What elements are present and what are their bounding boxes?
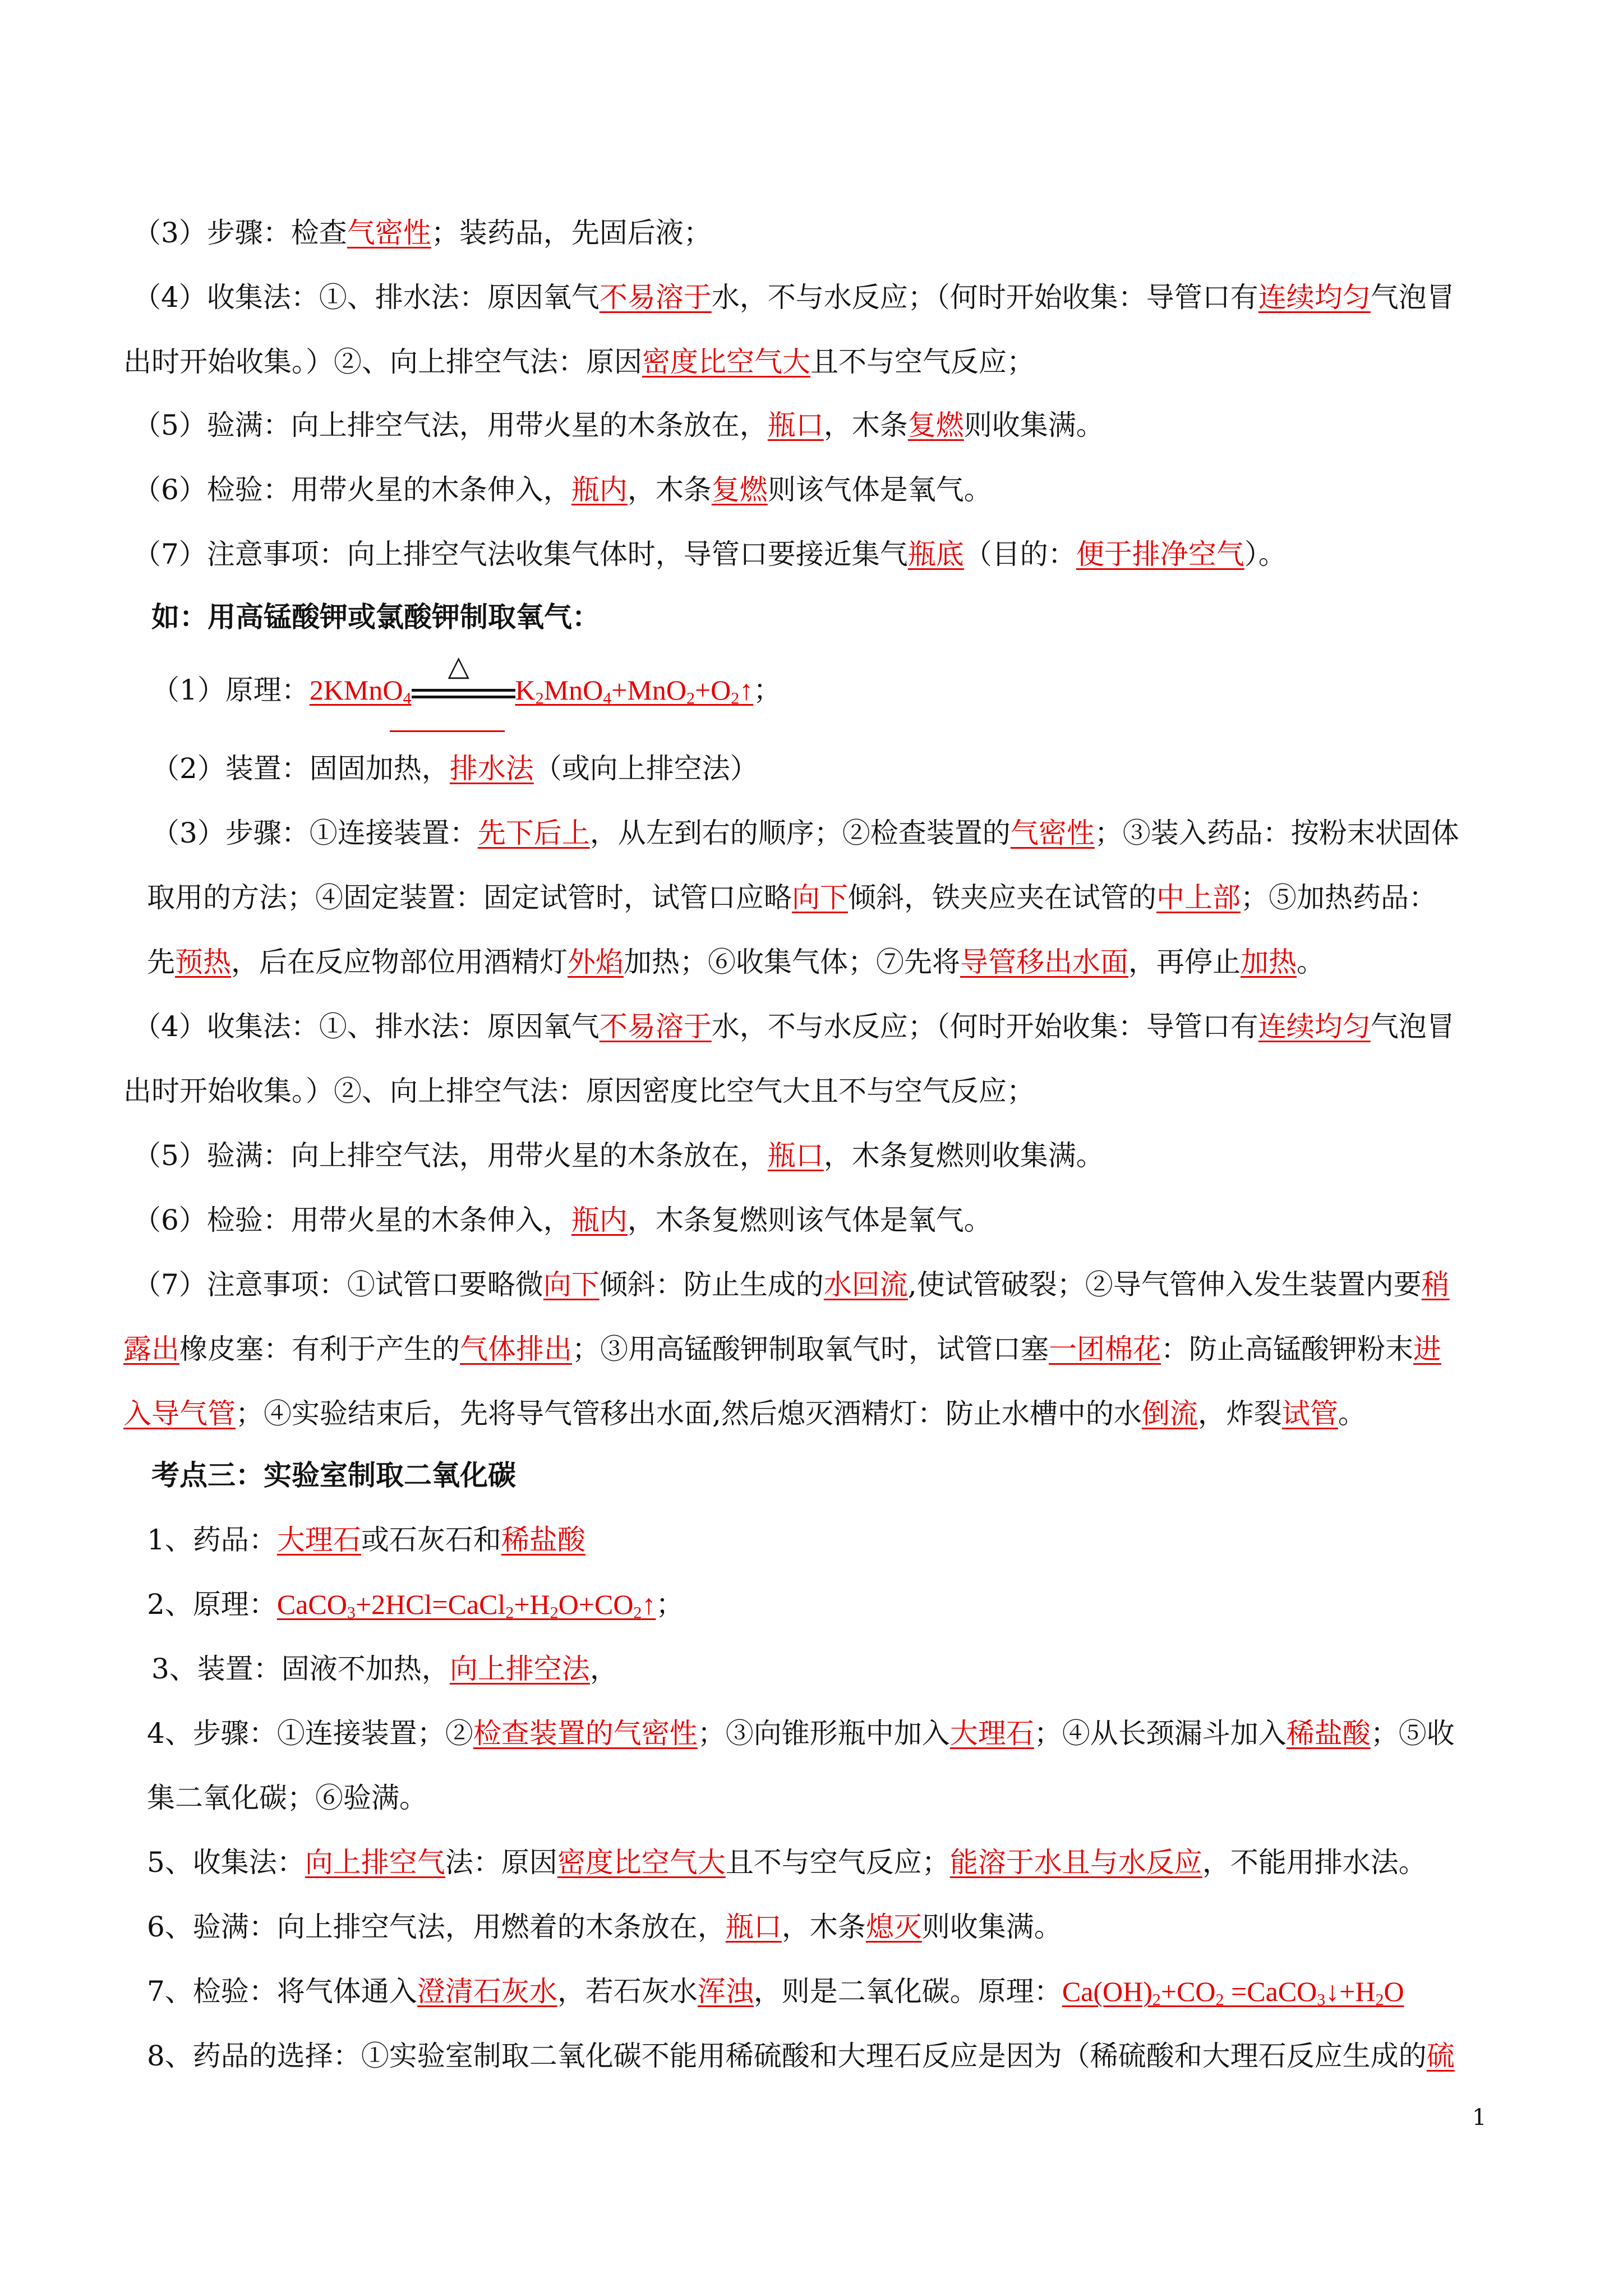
keyword-answer: 中上部 xyxy=(1156,881,1241,914)
formula-text: =CaCO xyxy=(1224,1976,1317,2007)
formula-text: Ca(OH) xyxy=(1062,1976,1152,2007)
text-run: 水，不与水反应；（何时开始收集：导管口有 xyxy=(711,281,1258,314)
formula-text: +H xyxy=(514,1589,550,1620)
keyword-answer: 向上排空气 xyxy=(305,1846,445,1879)
text-run: （7）注意事项：向上排空气法收集气体时，导管口要接近集气 xyxy=(133,538,908,570)
keyword-answer: 大理石 xyxy=(949,1717,1034,1750)
subscript: 2 xyxy=(535,689,544,708)
keyword-answer: 瓶口 xyxy=(767,1139,824,1172)
text-run: （6）检验：用带火星的木条伸入， xyxy=(133,1204,571,1236)
text-line xyxy=(147,945,1325,979)
text-line xyxy=(133,1139,1104,1172)
keyword-answer: 复燃 xyxy=(711,473,768,506)
text-run: （6）检验：用带火星的木条伸入， xyxy=(133,473,571,506)
formula-text: CaCO xyxy=(276,1589,347,1620)
formula-text: O+CO xyxy=(558,1589,634,1620)
keyword-answer: 瓶口 xyxy=(767,409,824,441)
text-line xyxy=(147,881,1437,914)
text-run: 倾斜：防止生成的 xyxy=(599,1268,824,1301)
keyword-answer: 瓶内 xyxy=(571,473,628,506)
text-run: 倾斜，铁夹应夹在试管的 xyxy=(848,881,1156,914)
keyword-answer: 气密性 xyxy=(347,217,431,249)
subscript: 3 xyxy=(347,1603,356,1622)
keyword-answer: 稀盐酸 xyxy=(1286,1717,1371,1750)
text-run: ；⑤加热药品： xyxy=(1241,881,1437,914)
text-run: 2、原理： xyxy=(147,1588,277,1621)
keyword-answer: 密度比空气大 xyxy=(642,346,810,378)
text-run: 。 xyxy=(1338,1397,1366,1430)
text-run: 橡皮塞：有利于产生的 xyxy=(179,1333,460,1365)
keyword-answer: 能溶于水且与水反应 xyxy=(949,1846,1202,1879)
text-line xyxy=(123,1074,1035,1108)
keyword-answer: 排水法 xyxy=(449,752,534,785)
keyword-answer: 加热 xyxy=(1241,946,1297,978)
text-run: （或向上排空法） xyxy=(533,752,758,785)
text-run: 5、收集法： xyxy=(147,1846,305,1879)
formula-text: +O xyxy=(694,674,731,706)
keyword-answer: 稀盐酸 xyxy=(501,1524,585,1556)
equation-tail: ； xyxy=(656,1588,684,1621)
text-run: 或石灰石和 xyxy=(361,1524,501,1556)
text-line xyxy=(147,2039,1455,2073)
text-run: 6、验满：向上排空气法，用燃着的木条放在， xyxy=(147,1911,726,1943)
text-run: 加热；⑥收集气体；⑦先将 xyxy=(624,946,960,978)
text-run: 且不与空气反应； xyxy=(810,346,1035,378)
text-line xyxy=(123,1397,1366,1430)
text-line xyxy=(151,1652,618,1686)
keyword-answer: 不易溶于 xyxy=(599,1010,712,1043)
text-line xyxy=(133,216,712,250)
subscript: 2 xyxy=(1375,1990,1384,2009)
text-run: ，木条复燃则收集满。 xyxy=(823,1139,1104,1172)
text-run: ：防止高锰酸钾粉末 xyxy=(1161,1333,1413,1365)
text-line xyxy=(123,1332,1441,1366)
text-run: 。 xyxy=(1297,946,1325,978)
text-line-equation xyxy=(151,650,782,716)
equation-reactant xyxy=(310,674,412,706)
answer-blank-underline xyxy=(390,730,505,732)
text-run: ， xyxy=(589,1653,618,1685)
formula-text: ↑ xyxy=(739,674,754,706)
keyword-answer: 不易溶于 xyxy=(599,281,712,314)
text-run: （1）原理： xyxy=(151,674,310,706)
keyword-answer: 向下 xyxy=(792,881,848,914)
subscript: 3 xyxy=(1317,1990,1326,2009)
keyword-answer: 便于排净空气 xyxy=(1076,538,1244,570)
text-run: ，木条 xyxy=(781,1911,866,1943)
formula-text: 2KMnO xyxy=(309,674,403,706)
text-line xyxy=(133,537,1287,571)
keyword-answer: 密度比空气大 xyxy=(557,1846,726,1879)
formula-text: O xyxy=(1384,1976,1404,2007)
text-run: ，后在反应物部位用酒精灯 xyxy=(231,946,568,978)
keyword-answer: 连续均匀 xyxy=(1258,1010,1371,1043)
keyword-answer: 瓶内 xyxy=(571,1204,628,1236)
subscript: 2 xyxy=(686,689,695,708)
keyword-answer: 水回流 xyxy=(823,1268,908,1301)
text-run: 考点三：实验室制取二氧化碳 xyxy=(151,1458,516,1492)
text-run: ，再停止 xyxy=(1128,946,1241,978)
text-run: 水，不与水反应；（何时开始收集：导管口有 xyxy=(711,1010,1258,1043)
equation-tail: ； xyxy=(753,674,782,706)
text-run: 则该气体是氧气。 xyxy=(767,473,992,506)
text-run: 法：原因 xyxy=(445,1846,557,1879)
subscript: 2 xyxy=(731,689,740,708)
text-line xyxy=(147,1717,1455,1750)
formula-text: +2HCl=CaCl xyxy=(355,1589,506,1620)
keyword-answer: 外焰 xyxy=(568,946,624,978)
keyword-answer: 向下 xyxy=(543,1268,600,1301)
keyword-answer: 复燃 xyxy=(907,409,964,441)
keyword-answer: 倒流 xyxy=(1141,1397,1198,1430)
text-run: 7、检验：将气体通入 xyxy=(147,1975,417,2008)
text-run: ,使试管破裂；②导气管伸入发生装置内要 xyxy=(907,1268,1422,1301)
text-run: ；⑤收 xyxy=(1370,1717,1455,1750)
text-line xyxy=(147,1781,427,1815)
text-run: 取用的方法；④固定装置：固定试管时，试管口应略 xyxy=(147,881,792,914)
text-run: ，若石灰水 xyxy=(557,1975,698,2008)
equation-products xyxy=(515,674,754,706)
keyword-answer: 瓶口 xyxy=(725,1911,782,1943)
formula-text: +CO xyxy=(1160,1976,1216,2007)
keyword-answer: 进 xyxy=(1413,1333,1441,1365)
text-line xyxy=(147,1523,585,1557)
text-run: 则收集满。 xyxy=(963,409,1104,441)
text-run: （4）收集法：①、排水法：原因氧气 xyxy=(133,1010,600,1043)
text-line xyxy=(151,752,758,785)
section-heading xyxy=(151,600,600,634)
formula-text: ↓+H xyxy=(1325,1976,1376,2007)
text-run: 4、步骤：①连接装置；② xyxy=(147,1717,473,1750)
text-line xyxy=(147,1846,1427,1879)
text-run: ；③用高锰酸钾制取氧气时，试管口塞 xyxy=(572,1333,1049,1365)
keyword-answer: 一团棉花 xyxy=(1049,1333,1161,1365)
text-run: （4）收集法：①、排水法：原因氧气 xyxy=(133,281,600,314)
text-line-equation xyxy=(147,1588,684,1630)
text-run: ；④实验结束后，先将导气管移出水面,然后熄灭酒精灯：防止水槽中的水 xyxy=(236,1397,1142,1430)
text-run: 8、药品的选择：①实验室制取二氧化碳不能用稀硫酸和大理石反应是因为（稀硫酸和大理石反应生成的 xyxy=(147,2040,1427,2072)
text-run: ；④从长颈漏斗加入 xyxy=(1034,1717,1287,1750)
keyword-answer: 瓶底 xyxy=(907,538,964,570)
text-run: （目的： xyxy=(963,538,1076,570)
text-line xyxy=(133,280,1455,314)
page-number: 1 xyxy=(1472,2105,1487,2131)
text-line xyxy=(151,816,1459,850)
text-line-equation xyxy=(147,1975,1404,2017)
equation-limewater xyxy=(1062,1976,1404,2007)
text-run: 集二氧化碳；⑥验满。 xyxy=(147,1782,427,1814)
keyword-answer: 熄灭 xyxy=(865,1911,922,1943)
keyword-answer: 先下后上 xyxy=(477,817,590,849)
section-heading xyxy=(151,1458,516,1492)
text-run: （5）验满：向上排空气法，用带火星的木条放在， xyxy=(133,1139,768,1172)
keyword-answer: 向上排空法 xyxy=(449,1653,590,1685)
subscript: 4 xyxy=(603,689,612,708)
subscript: 2 xyxy=(633,1603,642,1622)
text-line xyxy=(133,1010,1455,1043)
keyword-answer: 试管 xyxy=(1281,1397,1338,1430)
text-run: （3）步骤：检查 xyxy=(133,217,347,249)
text-run: （7）注意事项：①试管口要略微 xyxy=(133,1268,543,1301)
keyword-answer: 气体排出 xyxy=(460,1333,572,1365)
keyword-answer: 气密性 xyxy=(1010,817,1095,849)
keyword-answer: 稍 xyxy=(1421,1268,1450,1301)
text-run: （3）步骤：①连接装置： xyxy=(151,817,478,849)
text-line xyxy=(133,408,1104,442)
keyword-answer: 露出 xyxy=(123,1333,179,1365)
text-line xyxy=(133,1203,992,1237)
text-run: 出时开始收集。）②、向上排空气法：原因密度比空气大且不与空气反应； xyxy=(123,1075,1035,1107)
keyword-answer: 连续均匀 xyxy=(1258,281,1371,314)
text-line xyxy=(133,473,992,507)
formula-text: K xyxy=(515,674,536,706)
formula-text: ↑ xyxy=(642,1589,656,1620)
text-run: 则收集满。 xyxy=(921,1911,1062,1943)
text-run: 3、装置：固液不加热， xyxy=(151,1653,450,1685)
keyword-answer: 入导气管 xyxy=(123,1397,236,1430)
equation-caco3-hcl xyxy=(277,1589,656,1620)
subscript: 2 xyxy=(1152,1990,1161,2009)
text-run: ，木条 xyxy=(627,473,712,506)
keyword-answer: 大理石 xyxy=(276,1524,361,1556)
text-run: （5）验满：向上排空气法，用带火星的木条放在， xyxy=(133,409,768,441)
subscript: 2 xyxy=(550,1603,559,1622)
text-run: ；③装入药品：按粉末状固体 xyxy=(1094,817,1459,849)
text-run: ，从左到右的顺序；②检查装置的 xyxy=(589,817,1011,849)
text-line xyxy=(133,1268,1450,1301)
text-run: ；装药品，先固后液； xyxy=(431,217,712,249)
subscript: 4 xyxy=(403,689,412,708)
text-run: ）。 xyxy=(1244,538,1287,570)
formula-text: +MnO xyxy=(611,674,686,706)
text-run: ，不能用排水法。 xyxy=(1202,1846,1427,1879)
text-run: ，炸裂 xyxy=(1197,1397,1282,1430)
text-run: ，木条 xyxy=(823,409,908,441)
subscript: 2 xyxy=(1215,1990,1224,2009)
heat-triangle-icon: △ xyxy=(448,650,469,682)
text-run: （2）装置：固固加热， xyxy=(151,752,450,785)
text-run: 气泡冒 xyxy=(1370,281,1455,314)
text-run: 且不与空气反应； xyxy=(725,1846,950,1879)
text-run: 先 xyxy=(147,946,175,978)
text-run: ，木条复燃则该气体是氧气。 xyxy=(627,1204,992,1236)
text-run: ；③向锥形瓶中加入 xyxy=(697,1717,950,1750)
keyword-answer: 检查装置的气密性 xyxy=(473,1717,698,1750)
text-run: 如：用高锰酸钾或氯酸钾制取氧气： xyxy=(151,600,600,633)
keyword-answer: 导管移出水面 xyxy=(960,946,1128,978)
keyword-answer: 浑浊 xyxy=(697,1975,754,2008)
reaction-condition xyxy=(412,650,515,709)
keyword-answer: 预热 xyxy=(175,946,231,978)
formula-text: MnO xyxy=(543,674,603,706)
text-run: 出时开始收集。）②、向上排空气法：原因 xyxy=(123,346,642,378)
text-line xyxy=(147,1910,1062,1944)
text-run: 1、药品： xyxy=(147,1524,277,1556)
text-run: ，则是二氧化碳。原理： xyxy=(753,1975,1062,2008)
text-run: 气泡冒 xyxy=(1370,1010,1455,1043)
text-line xyxy=(123,345,1035,379)
keyword-answer: 澄清石灰水 xyxy=(417,1975,557,2008)
subscript: 2 xyxy=(505,1603,514,1622)
keyword-answer: 硫 xyxy=(1426,2040,1455,2072)
